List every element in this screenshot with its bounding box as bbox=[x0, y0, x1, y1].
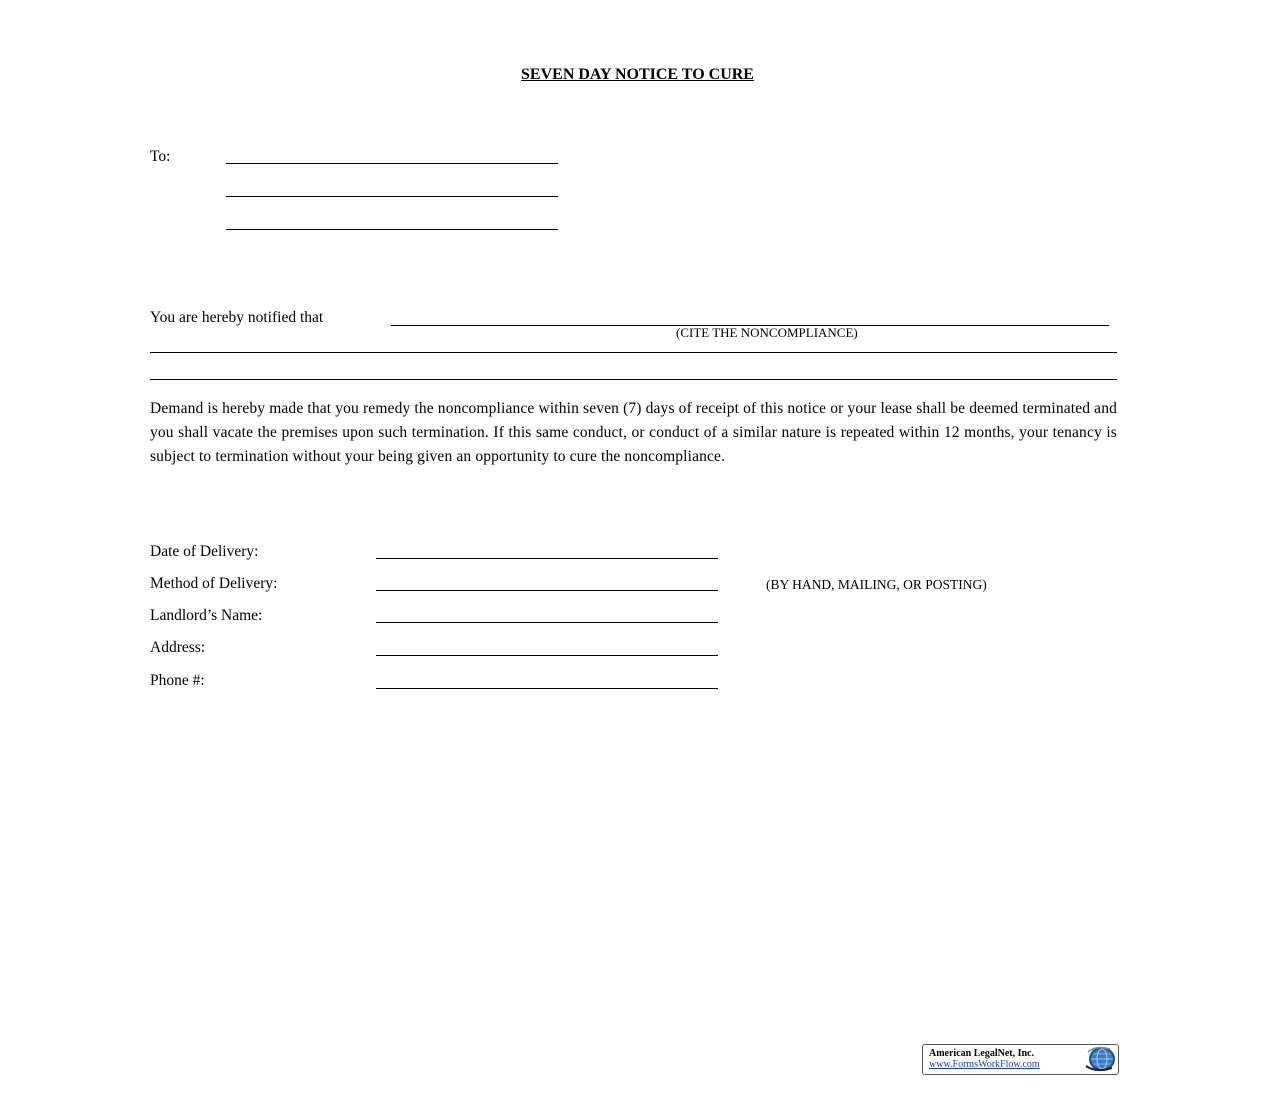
footer-company-name: American LegalNet, Inc. bbox=[929, 1048, 1034, 1059]
to-line-2[interactable] bbox=[226, 195, 558, 197]
demand-paragraph: Demand is hereby made that you remedy the noncompliance within seven (7) days of receipt of this notice or your lease shall be deemed terminated and you shall vacate the premises upon such termination. If this same conduct, or conduct of a similar nature is repeated within 12 months, your tenancy is subject to termination without your being given an opportunity to cure the noncompliance. bbox=[150, 400, 1117, 465]
cite-noncompliance-note: (CITE THE NONCOMPLIANCE) bbox=[676, 325, 858, 340]
footer-logo[interactable] bbox=[922, 1044, 1119, 1075]
address-field[interactable] bbox=[376, 654, 718, 656]
landlords-name-field[interactable] bbox=[376, 621, 718, 623]
footer-url-link[interactable]: www.FormsWorkFlow.com bbox=[929, 1059, 1040, 1070]
notified-label: You are hereby notified that bbox=[150, 309, 324, 326]
landlords-name-label: Landlord’s Name: bbox=[150, 607, 263, 624]
globe-icon bbox=[1082, 1046, 1116, 1072]
date-of-delivery-label: Date of Delivery: bbox=[150, 543, 259, 560]
method-of-delivery-note: (BY HAND, MAILING, OR POSTING) bbox=[766, 577, 987, 592]
noncompliance-line-2[interactable] bbox=[150, 351, 1117, 353]
phone-field[interactable] bbox=[376, 687, 718, 689]
noncompliance-line-3[interactable] bbox=[150, 378, 1117, 380]
date-of-delivery-field[interactable] bbox=[376, 557, 718, 559]
phone-label: Phone #: bbox=[150, 672, 205, 689]
method-of-delivery-field[interactable] bbox=[376, 589, 718, 591]
to-line-3[interactable] bbox=[226, 228, 558, 230]
address-label: Address: bbox=[150, 639, 206, 656]
to-label: To: bbox=[150, 148, 171, 165]
document-title: SEVEN DAY NOTICE TO CURE bbox=[521, 66, 754, 83]
to-line-1[interactable] bbox=[226, 162, 558, 164]
method-of-delivery-label: Method of Delivery: bbox=[150, 575, 278, 592]
